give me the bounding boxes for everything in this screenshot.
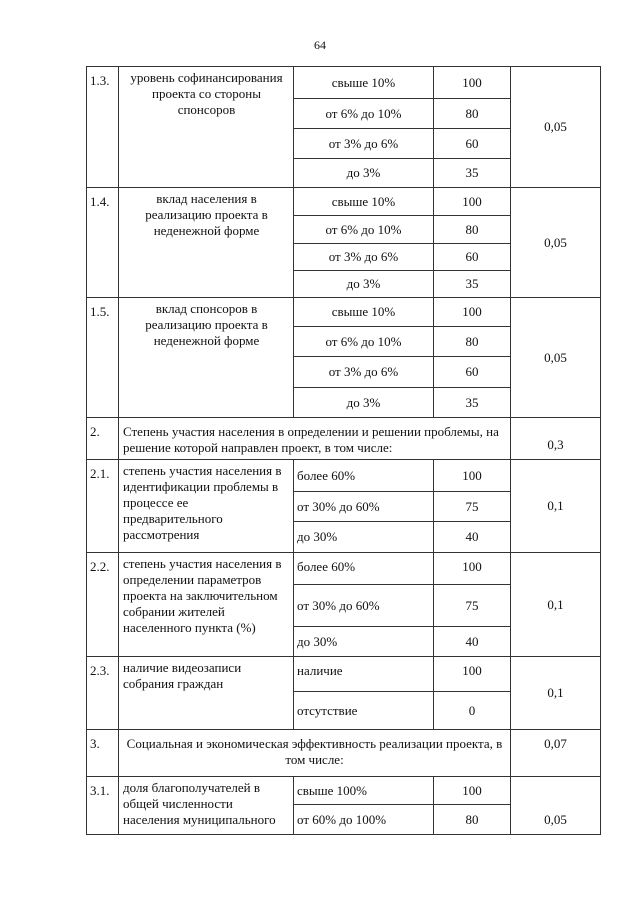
weight-cell: 0,1 — [511, 553, 601, 657]
points-cell: 35 — [434, 271, 511, 298]
weight-cell: 0,05 — [511, 298, 601, 418]
weight-cell: 0,1 — [511, 460, 601, 553]
condition-cell: до 3% — [294, 271, 434, 298]
points-cell: 100 — [434, 460, 511, 492]
table-row — [87, 67, 601, 99]
row-number: 1.4. — [87, 188, 119, 298]
section-heading: Социальная и экономическая эффективность реализации проекта, в том числе: — [119, 730, 511, 777]
condition-cell: более 60% — [294, 460, 434, 492]
points-cell: 75 — [434, 585, 511, 627]
points-cell: 80 — [434, 99, 511, 129]
condition-cell: до 30% — [294, 627, 434, 657]
condition-cell: от 30% до 60% — [294, 492, 434, 522]
points-cell: 80 — [434, 327, 511, 357]
points-cell: 40 — [434, 627, 511, 657]
row-number: 1.5. — [87, 298, 119, 418]
table-row — [87, 188, 601, 216]
condition-cell: свыше 10% — [294, 188, 434, 216]
condition-cell: от 6% до 10% — [294, 216, 434, 244]
points-cell: 0 — [434, 692, 511, 730]
condition-cell: от 3% до 6% — [294, 357, 434, 388]
points-cell: 100 — [434, 67, 511, 99]
table-row — [87, 657, 601, 692]
points-cell: 80 — [434, 805, 511, 835]
table-row — [87, 777, 601, 805]
points-cell: 100 — [434, 657, 511, 692]
condition-cell: от 30% до 60% — [294, 585, 434, 627]
criterion-text: уровень софинансирования проекта со стороны спонсоров — [119, 67, 294, 188]
table-row — [87, 553, 601, 585]
criterion-text: степень участия населения в идентификации проблемы в процессе ее предварительного рассмотрения — [119, 460, 294, 553]
points-cell: 75 — [434, 492, 511, 522]
condition-cell: от 6% до 10% — [294, 327, 434, 357]
points-cell: 40 — [434, 522, 511, 553]
row-number: 1.3. — [87, 67, 119, 188]
table-row — [87, 418, 601, 460]
points-cell: 80 — [434, 216, 511, 244]
table-row — [87, 730, 601, 777]
points-cell: 35 — [434, 159, 511, 188]
criterion-text: вклад населения в реализацию проекта в неденежной форме — [119, 188, 294, 298]
weight-cell: 0,05 — [511, 188, 601, 298]
condition-cell: от 6% до 10% — [294, 99, 434, 129]
row-number: 3. — [87, 730, 119, 777]
row-number: 2.3. — [87, 657, 119, 730]
table-row — [87, 298, 601, 327]
condition-cell: до 30% — [294, 522, 434, 553]
row-number: 3.1. — [87, 777, 119, 835]
weight-cell: 0,07 — [511, 730, 601, 777]
criterion-text: доля благополучателей в общей численности населения муниципального — [119, 777, 294, 835]
weight-cell: 0,05 — [511, 67, 601, 188]
criterion-text: наличие видеозаписи собрания граждан — [119, 657, 294, 730]
weight-cell: 0,05 — [511, 777, 601, 835]
points-cell: 60 — [434, 129, 511, 159]
points-cell: 100 — [434, 553, 511, 585]
criterion-text: степень участия населения в определении параметров проекта на заключительном собрании жителей населенного пункта (%) — [119, 553, 294, 657]
row-number: 2.2. — [87, 553, 119, 657]
points-cell: 100 — [434, 188, 511, 216]
condition-cell: свыше 10% — [294, 67, 434, 99]
condition-cell: отсутствие — [294, 692, 434, 730]
row-number: 2. — [87, 418, 119, 460]
table-row — [87, 460, 601, 492]
criterion-text: вклад спонсоров в реализацию проекта в неденежной форме — [119, 298, 294, 418]
condition-cell: до 3% — [294, 388, 434, 418]
condition-cell: от 60% до 100% — [294, 805, 434, 835]
condition-cell: от 3% до 6% — [294, 244, 434, 271]
row-number: 2.1. — [87, 460, 119, 553]
section-heading: Степень участия населения в определении и решении проблемы, на решение которой направлен проект, в том числе: — [119, 418, 511, 460]
condition-cell: более 60% — [294, 553, 434, 585]
points-cell: 60 — [434, 357, 511, 388]
page-number: 64 — [314, 38, 326, 52]
points-cell: 35 — [434, 388, 511, 418]
condition-cell: от 3% до 6% — [294, 129, 434, 159]
condition-cell: до 3% — [294, 159, 434, 188]
condition-cell: свыше 10% — [294, 298, 434, 327]
points-cell: 100 — [434, 298, 511, 327]
condition-cell: свыше 100% — [294, 777, 434, 805]
weight-cell: 0,1 — [511, 657, 601, 730]
weight-cell: 0,3 — [511, 418, 601, 460]
points-cell: 60 — [434, 244, 511, 271]
criteria-table — [86, 66, 601, 835]
points-cell: 100 — [434, 777, 511, 805]
condition-cell: наличие — [294, 657, 434, 692]
